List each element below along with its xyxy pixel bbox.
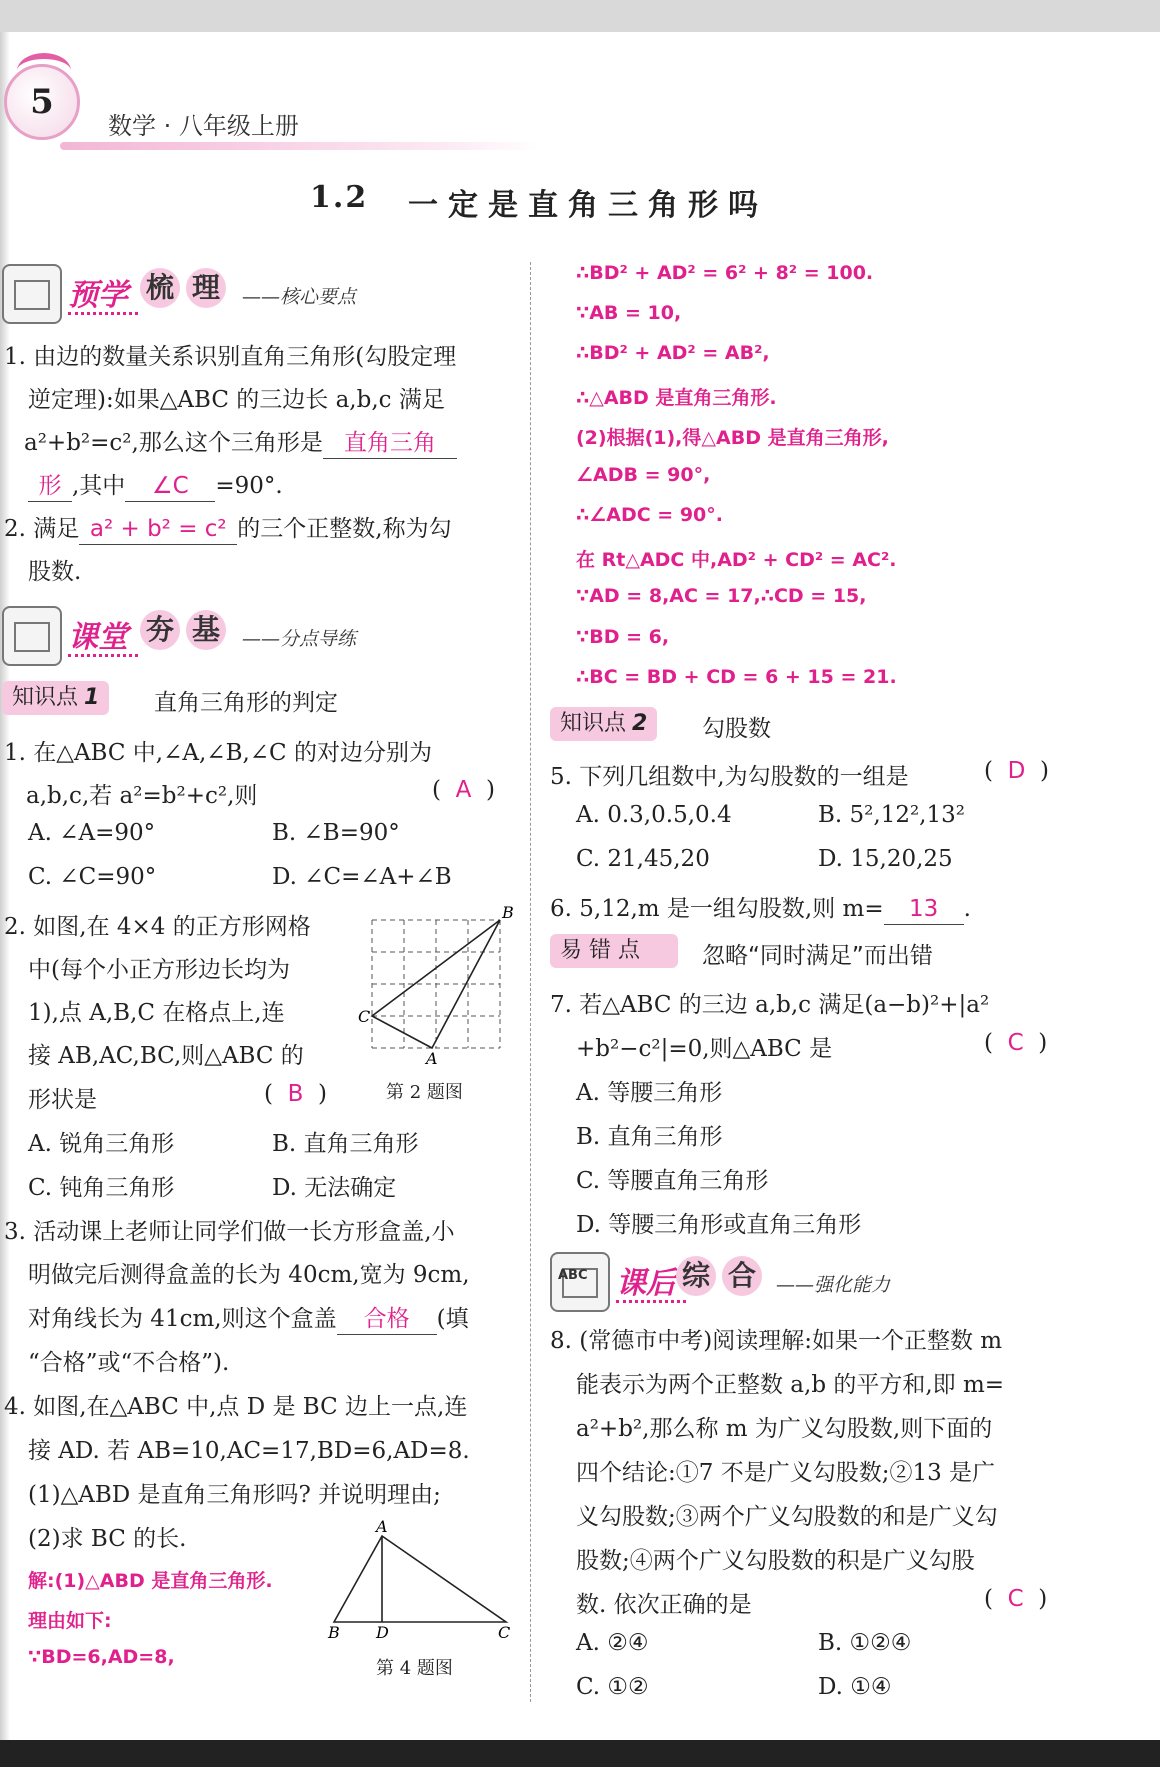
q2-label-c: C xyxy=(358,1007,371,1026)
banner-classroom-sub: ——分点导练 xyxy=(242,628,357,650)
q2-answer-bracket: ( B ) xyxy=(264,1081,327,1107)
q4-label-d: D xyxy=(376,1623,389,1638)
q5-answer: D xyxy=(1007,758,1026,784)
q1-option-c: C. ∠C=90° xyxy=(28,864,157,890)
solution-right-5: (2)根据(1),得△ABD 是直角三角形, xyxy=(576,427,889,449)
q2-answer: B xyxy=(287,1081,304,1107)
error-point-tag: 易 错 点 xyxy=(550,934,678,968)
q2-grid-lines xyxy=(372,920,500,1048)
q8-line-1: 8. (常德市中考)阅读理解:如果一个正整数 m xyxy=(550,1328,1003,1354)
solution-right-11: ∴BC = BD + CD = 6 + 15 = 21. xyxy=(576,666,897,688)
q4-line-2: 接 AD. 若 AB=10,AC=17,BD=6,AD=8. xyxy=(28,1438,470,1464)
banner-prelearn-char1: 梳 xyxy=(140,268,180,308)
q2-line-3: 1),点 A,B,C 在格点上,连 xyxy=(28,1000,285,1026)
q2-line-4: 接 AB,AC,BC,则△ABC 的 xyxy=(28,1043,304,1069)
q7-line-1: 7. 若△ABC 的三边 a,b,c 满足(a−b)²+|a² xyxy=(550,992,990,1018)
solution-right-8: 在 Rt△ADC 中,AD² + CD² = AC². xyxy=(576,549,897,571)
bottom-bar xyxy=(0,1740,1160,1767)
q3-line-4: “合格”或“不合格”). xyxy=(28,1350,230,1376)
prelearn-line-3 xyxy=(24,424,457,459)
q7-option-a: A. 等腰三角形 xyxy=(576,1080,723,1106)
solution-right-6: ∠ADB = 90°, xyxy=(576,464,711,486)
banner-dots xyxy=(616,1300,686,1303)
q2-label-a: A xyxy=(426,1049,438,1066)
q2-option-c: C. 钝角三角形 xyxy=(28,1175,175,1201)
q1-line-2: a,b,c,若 a²=b²+c²,则 xyxy=(26,783,258,809)
q8-answer-bracket: ( C ) xyxy=(984,1586,1048,1612)
solution-right-3: ∴BD² + AD² = AB², xyxy=(576,342,770,364)
q2-option-a: A. 锐角三角形 xyxy=(28,1131,175,1157)
blank-angle-c: ∠C xyxy=(125,471,215,502)
banner-classroom-main: 课堂 xyxy=(68,620,128,655)
q8-line-7: 数. 依次正确的是 xyxy=(576,1592,752,1618)
page-number-badge xyxy=(4,64,80,140)
q2-option-b: B. 直角三角形 xyxy=(272,1131,419,1157)
q8-option-d: D. ①④ xyxy=(818,1674,892,1700)
q4-caption: 第 4 题图 xyxy=(376,1658,453,1679)
error-point-title: 忽略“同时满足”而出错 xyxy=(702,943,933,969)
q6-text: 6. 5,12,m 是一组勾股数,则 m= xyxy=(550,896,884,922)
banner-after xyxy=(550,1252,970,1312)
banner-after-char2: 合 xyxy=(722,1256,762,1296)
solution-right-9: ∵AD = 8,AC = 17,∴CD = 15, xyxy=(576,585,867,607)
prelearn-line-2: 逆定理):如果△ABC 的三边长 a,b,c 满足 xyxy=(28,387,445,413)
abc-book-icon xyxy=(550,1252,610,1312)
q7-answer-bracket: ( C ) xyxy=(984,1030,1048,1056)
kp2-number: 2 xyxy=(632,711,648,736)
q3-line-2: 明做完后测得盒盖的长为 40cm,宽为 9cm, xyxy=(28,1262,470,1288)
q8-option-c: C. ①② xyxy=(576,1674,649,1700)
q2-label-b: B xyxy=(502,906,514,922)
q3-answer: 合格 xyxy=(337,1304,437,1335)
solution-right-4: ∴△ABD 是直角三角形. xyxy=(576,387,777,409)
q6-line-1 xyxy=(550,890,971,925)
banner-classroom xyxy=(2,606,422,666)
column-divider xyxy=(530,262,531,1702)
q3-line-3 xyxy=(28,1300,469,1335)
q4-line-4: (2)求 BC 的长. xyxy=(28,1526,187,1552)
q5-line-1: 5. 下列几组数中,为勾股数的一组是 xyxy=(550,764,909,790)
blank-right-triangle: 直角三角 xyxy=(323,428,457,459)
q7-line-2: +b²−c²|=0,则△ABC 是 xyxy=(576,1036,833,1062)
banner-after-sub: ——强化能力 xyxy=(776,1274,891,1296)
q4-line-3: (1)△ABD 是直角三角形吗? 并说明理由; xyxy=(28,1482,441,1508)
banner-after-main: 课后 xyxy=(616,1266,676,1301)
school-icon xyxy=(2,264,62,324)
blank-pythagorean: a² + b² = c² xyxy=(79,514,237,545)
q4-triangle-figure xyxy=(320,1518,520,1638)
q3-line-3-text: 对角线长为 41cm,则这个盒盖 xyxy=(28,1306,337,1332)
kp1-label: 知识点 xyxy=(12,685,79,710)
banner-prelearn xyxy=(2,264,422,324)
q3-line-3-end: (填 xyxy=(436,1306,469,1332)
prelearn-line-1: 1. 由边的数量关系识别直角三角形(勾股定理 xyxy=(4,344,457,370)
knowledge-point-1-tag xyxy=(2,681,109,715)
q6-end: . xyxy=(963,896,971,922)
q2-line-1: 2. 如图,在 4×4 的正方形网格 xyxy=(4,914,311,940)
q2-grid-figure xyxy=(356,906,516,1066)
banner-classroom-char1: 夯 xyxy=(140,610,180,650)
solution-left-2: 理由如下: xyxy=(28,1610,112,1632)
knowledge-point-2-tag xyxy=(550,707,657,741)
q8-line-6: 股数;④两个广义勾股数的积是广义勾股 xyxy=(576,1548,975,1574)
solution-left-3: ∵BD=6,AD=8, xyxy=(28,1646,175,1668)
q1-option-a: A. ∠A=90° xyxy=(28,820,156,846)
banner-prelearn-char2: 理 xyxy=(186,268,226,308)
q1-option-b: B. ∠B=90° xyxy=(272,820,400,846)
q6-answer: 13 xyxy=(884,894,964,925)
solution-right-7: ∴∠ADC = 90°. xyxy=(576,504,723,526)
banner-classroom-char2: 基 xyxy=(186,610,226,650)
banner-after-char1: 综 xyxy=(676,1256,716,1296)
q1-answer: A xyxy=(455,777,472,803)
q4-line-1: 4. 如图,在△ABC 中,点 D 是 BC 边上一点,连 xyxy=(4,1394,468,1420)
q2-line-5: 形状是 xyxy=(28,1087,97,1113)
prelearn-line-4 xyxy=(28,467,283,502)
kp2-label: 知识点 xyxy=(560,711,627,736)
q4-triangle xyxy=(334,1536,506,1622)
q5-option-d: D. 15,20,25 xyxy=(818,846,953,872)
banner-dots xyxy=(68,654,138,657)
prelearn-line-6: 股数. xyxy=(28,559,82,585)
q5-answer-bracket: ( D ) xyxy=(984,758,1049,784)
solution-right-10: ∵BD = 6, xyxy=(576,626,670,648)
book-title: 数学 · 八年级上册 xyxy=(108,112,299,140)
q7-answer: C xyxy=(1007,1030,1024,1056)
prelearn-line-5-end: 的三个正整数,称为勾 xyxy=(237,516,452,542)
q2-caption: 第 2 题图 xyxy=(386,1082,463,1103)
solution-right-1: ∴BD² + AD² = 6² + 8² = 100. xyxy=(576,262,874,284)
top-bar xyxy=(0,0,1160,32)
page-number: 5 xyxy=(30,82,54,122)
q8-option-a: A. ②④ xyxy=(576,1630,649,1656)
q4-label-b: B xyxy=(328,1623,340,1638)
q7-option-d: D. 等腰三角形或直角三角形 xyxy=(576,1212,862,1238)
q2-line-2: 中(每个小正方形边长均为 xyxy=(28,957,290,983)
kp1-number: 1 xyxy=(84,685,100,710)
q5-option-c: C. 21,45,20 xyxy=(576,846,710,872)
q8-line-5: 义勾股数;③两个广义勾股数的和是广义勾 xyxy=(576,1504,998,1530)
q3-line-1: 3. 活动课上老师让同学们做一长方形盒盖,小 xyxy=(4,1219,455,1245)
solution-right-2: ∵AB = 10, xyxy=(576,302,682,324)
prelearn-line-5 xyxy=(4,510,452,545)
banner-dots xyxy=(68,312,138,315)
q8-line-2: 能表示为两个正整数 a,b 的平方和,即 m= xyxy=(576,1372,1005,1398)
header-underline xyxy=(60,142,540,150)
solution-left-1: 解:(1)△ABD 是直角三角形. xyxy=(28,1570,273,1592)
q8-line-4: 四个结论:①7 不是广义勾股数;②13 是广 xyxy=(576,1460,996,1486)
q5-option-a: A. 0.3,0.5,0.4 xyxy=(576,802,732,828)
banner-prelearn-sub: ——核心要点 xyxy=(242,286,357,308)
knowledge-point-2-title: 勾股数 xyxy=(702,716,771,742)
q1-option-d: D. ∠C=∠A+∠B xyxy=(272,864,452,890)
section-number: 1.2 xyxy=(310,180,369,215)
q7-option-b: B. 直角三角形 xyxy=(576,1124,723,1150)
section-title: 一定是直角三角形吗 xyxy=(408,188,768,223)
q2-option-d: D. 无法确定 xyxy=(272,1175,397,1201)
q8-option-b: B. ①②④ xyxy=(818,1630,912,1656)
q4-label-c: C xyxy=(498,1623,511,1638)
blank-right-triangle-end: 形 xyxy=(28,471,72,502)
prelearn-line-5-text: 2. 满足 xyxy=(4,516,80,542)
q5-option-b: B. 5²,12²,13² xyxy=(818,802,965,828)
q8-answer: C xyxy=(1007,1586,1024,1612)
abc-icon-text: ABC xyxy=(558,1268,588,1283)
prelearn-line-3-text: a²+b²=c²,那么这个三角形是 xyxy=(24,430,323,456)
banner-prelearn-main: 预学 xyxy=(68,278,128,313)
q7-option-c: C. 等腰直角三角形 xyxy=(576,1168,769,1194)
q1-line-1: 1. 在△ABC 中,∠A,∠B,∠C 的对边分别为 xyxy=(4,740,432,766)
q8-line-3: a²+b²,那么称 m 为广义勾股数,则下面的 xyxy=(576,1416,993,1442)
q4-label-a: A xyxy=(376,1518,388,1536)
q1-answer-bracket: ( A ) xyxy=(432,777,495,803)
prelearn-line-4-text: ,其中 xyxy=(72,473,126,499)
knowledge-point-1-title: 直角三角形的判定 xyxy=(154,690,338,716)
prelearn-line-4-end: =90°. xyxy=(215,473,283,499)
backpack-icon xyxy=(2,606,62,666)
